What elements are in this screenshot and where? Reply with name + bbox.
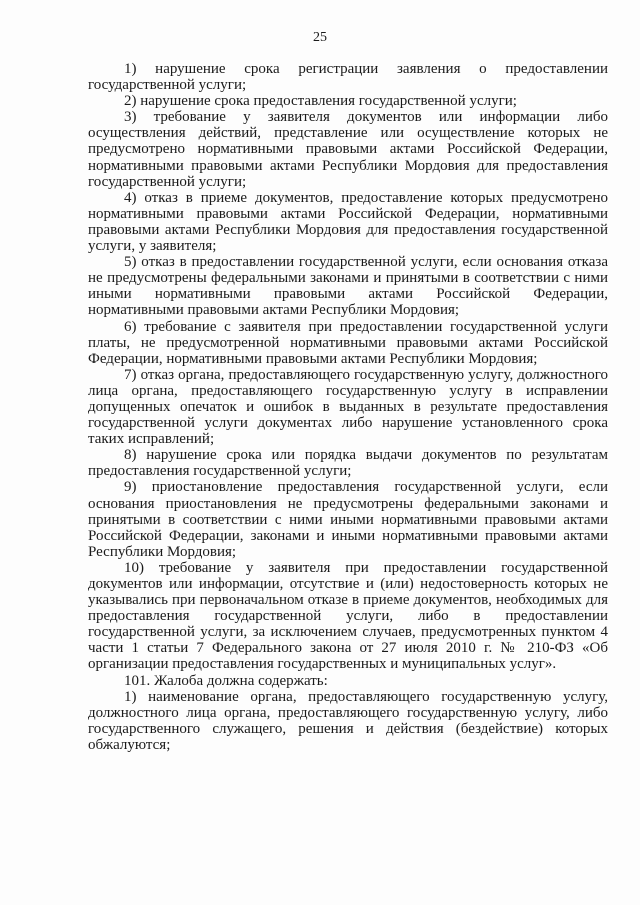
document-body — [88, 61, 608, 753]
page-number: 25 — [313, 30, 327, 45]
list-item-6-fee-requirement: 6) требование с заявителя при предоставлении государственной услуги платы, не предусмотренной нормативными правовыми актами Российской Федерации, нормативными правовыми актами Республики Мордовия; — [88, 318, 608, 367]
list-item-1-registration-deadline: 1) нарушение срока регистрации заявления о предоставлении государственной услуги; — [88, 61, 608, 94]
list-item-7-correction-refusal: 7) отказ органа, предоставляющего государственную услугу, должностного лица органа, предоставляющего государственную услугу в исправлении допущенных опечаток и ошибок в выданных в результате предоставления государственной услуги документах либо нарушение установленного срока таких исправлений; — [88, 366, 608, 448]
list-item-5-service-refusal: 5) отказ в предоставлении государственной услуги, если основания отказа не предусмотрены федеральными законами и принятыми в соответствии с ними иными нормативными правовыми актами Российской Федерации, нормативными правовыми актами Республики Мордовия; — [88, 254, 608, 319]
list-item-8-issuance-violation: 8) нарушение срока или порядка выдачи документов по результатам предоставления государственной услуги; — [88, 447, 608, 480]
list-item-10-additional-documents: 10) требование у заявителя при предоставлении государственной документов или информации, отсутствие и (или) недостоверность которых не указывались при первоначальном отказе в приеме документов, необходимых для предоставления государственной услуги, либо в предоставлении государственной услуги, за исключением случаев, предусмотренных пунктом 4 части 1 статьи 7 Федерального закона от 27 июля 2010 г. № 210-ФЗ «Об организации предоставления государственных и муниципальных услуг». — [88, 559, 608, 673]
list-item-9-suspension: 9) приостановление предоставления государственной услуги, если основания приостановления не предусмотрены федеральными законами и принятыми в соответствии с ними иными нормативными правовыми актами Российской Федерации, законами и иными нормативными правовыми актами Республики Мордовия; — [88, 479, 608, 560]
section-101-heading: 101. Жалоба должна содержать: — [124, 672, 328, 689]
complaint-item-1-authority-name: 1) наименование органа, предоставляющего государственную услугу, должностного лица органа, предоставляющего государственную услугу, либо государственного служащего, решения и действия (бездействие) которых обжалуются; — [88, 688, 608, 753]
list-item-3-document-requirement: 3) требование у заявителя документов или информации либо осуществления действий, представление или осуществление которых не предусмотрено нормативными правовыми актами Российской Федерации, нормативными правовыми актами Республики Мордовия для предоставления государственной услуги; — [88, 109, 608, 190]
list-item-2-service-deadline: 2) нарушение срока предоставления государственной услуги; — [124, 93, 517, 110]
list-item-4-acceptance-refusal: 4) отказ в приеме документов, предоставление которых предусмотрено нормативными правовыми актами Российской Федерации, нормативными правовыми актами Республики Мордовия для предоставления государственной услуги, у заявителя; — [88, 189, 608, 255]
